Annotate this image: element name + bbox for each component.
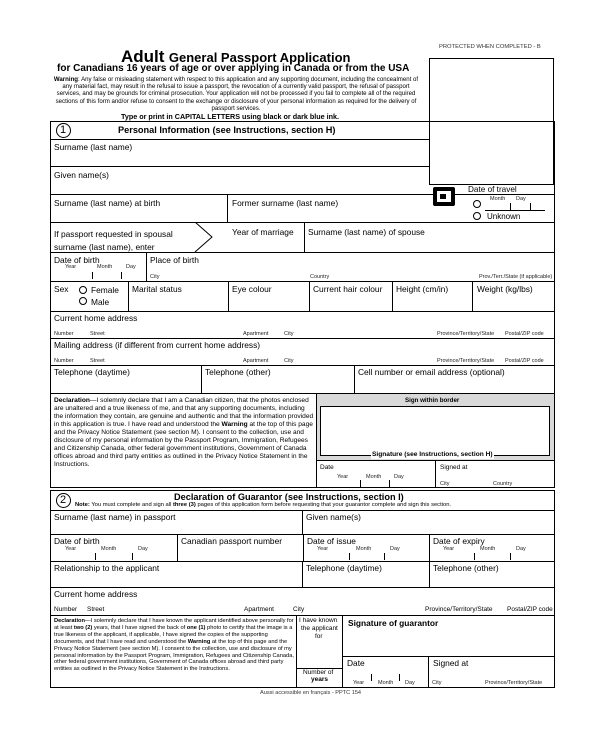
note-three: three (3): [172, 502, 196, 508]
telephone-day-label: Telephone (daytime): [54, 367, 130, 377]
section2-title: Declaration of Guarantor (see Instructions, section I): [174, 492, 404, 502]
guarantor-tel-other-label: Telephone (other): [433, 563, 499, 573]
dob-month-label: Month: [97, 264, 113, 270]
guarantor-surname-field[interactable]: [51, 511, 301, 533]
year-of-marriage-label: Year of marriage: [232, 227, 294, 237]
mail-province-label: Province/Territory/State: [437, 358, 495, 364]
height-unit: (cm/in): [422, 284, 449, 294]
addr-street-label: Street: [90, 331, 105, 337]
dob-field[interactable]: [51, 253, 145, 280]
date-of-issue-field[interactable]: [304, 535, 428, 560]
type-print-instruction: Type or print in CAPITAL LETTERS using black or dark blue ink.: [121, 112, 340, 121]
travel-unknown-radio[interactable]: [473, 212, 481, 220]
g-declaration-label: Declaration: [54, 618, 85, 624]
pob-prov-label: Prov./Terr./State (if applicable): [479, 274, 553, 280]
mail-number-label: Number: [54, 358, 74, 364]
sig-month-label: Month: [366, 474, 382, 480]
g-addr-province-label: Province/Territory/State: [425, 606, 493, 613]
g-addr-number-label: Number: [54, 606, 78, 613]
travel-day-label: Day: [516, 196, 526, 202]
telephone-day-field[interactable]: [51, 366, 200, 392]
g-sig-date-field[interactable]: [343, 657, 427, 687]
height-field[interactable]: [393, 282, 471, 310]
note-text: You must complete and sign all: [89, 502, 173, 508]
guarantor-signature-label: Signature of guarantor: [348, 618, 439, 628]
place-of-birth-label: Place of birth: [150, 255, 199, 265]
g-declaration-warning: Warning: [187, 638, 211, 645]
guarantor-given-label: Given name(s): [306, 512, 361, 522]
addr-province-label: Province/Territory/State: [437, 331, 495, 337]
guarantor-dob-year: Year: [65, 546, 77, 552]
g-signed-prov-label: Province/Territory/State: [485, 680, 543, 686]
guarantor-tel-day-label: Telephone (daytime): [306, 563, 382, 573]
years-known-field[interactable]: [297, 641, 341, 666]
sig-date-field[interactable]: [317, 461, 434, 487]
g-signed-at-label: Signed at: [433, 658, 469, 668]
warning-label: Warning: [53, 76, 79, 83]
sig-year-label: Year: [337, 474, 349, 480]
section1-number: 1: [60, 124, 67, 136]
height-text: Height: [396, 284, 421, 294]
guarantor-signature-field[interactable]: [343, 616, 554, 655]
protected-label: PROTECTED WHEN COMPLETED - B: [439, 44, 541, 50]
spouse-surname-label: Surname (last name) of spouse: [308, 227, 425, 237]
former-surname-field[interactable]: [228, 195, 428, 222]
travel-date-radio[interactable]: [473, 200, 481, 208]
hair-colour-label: Current hair colour: [313, 284, 383, 294]
cell-email-field[interactable]: [355, 366, 554, 392]
form-subtitle: for Canadians 16 years of age or over applying in Canada or from the USA: [57, 63, 410, 74]
pob-city-label: City: [150, 274, 160, 280]
spouse-surname-field[interactable]: [305, 223, 554, 251]
male-label: Male: [91, 297, 110, 307]
issue-year-label: Year: [317, 546, 329, 552]
g-signed-city-label: City: [432, 680, 442, 686]
addr-postal-label: Postal/ZIP code: [505, 331, 544, 337]
g-declaration-text4: at the top of this page and the Privacy Notice Statement (see section M). I consent to the collection, use and disclosure of my personal information by the Passport Program, Immigration, Refugees and Citizenship Canada, other federal government institutions, Government of Canada offices abroad and third party entities as outlined in the Privacy Notice Statement in the Instructions.: [54, 638, 294, 673]
guarantor-surname-label: Surname (last name) in passport: [54, 512, 176, 522]
date-of-expiry-field[interactable]: [430, 535, 554, 560]
mail-city-label: City: [284, 358, 294, 364]
mailing-address-label: Mailing address (if different from current home address): [54, 340, 261, 350]
declaration-paragraph: [54, 397, 314, 469]
issue-day-label: Day: [390, 546, 400, 552]
addr-apartment-label: Apartment: [243, 331, 269, 337]
telephone-other-label: Telephone (other): [205, 367, 271, 377]
date-of-travel-label: Date of travel: [468, 185, 517, 194]
warning-paragraph: [52, 76, 420, 112]
guarantor-tel-day-field[interactable]: [303, 562, 428, 586]
declaration-text: —I solemnly declare that I am a Canadian citizen, that the photos enclosed are unaltered and a true likeness of me, and that any supporting documents, including the information they contain, are genuine and authentic and that the information provided in this application is true. I have read and understood the: [54, 397, 314, 428]
known-line3: for: [315, 633, 323, 640]
g-sig-day-label: Day: [405, 680, 415, 686]
g-addr-postal-label: Postal/ZIP code: [507, 606, 553, 613]
guarantor-passport-label: Canadian passport number: [181, 536, 283, 546]
declaration-label: Declaration: [54, 397, 90, 404]
weight-text: Weight: [477, 284, 503, 294]
warning-text: : Any false or misleading statement with respect to this application and any supporting document, including the concealment of any material fact, may result in the refusal to issue a passport, the revocation of a currently valid passport, the refusal of passport services, and may be grounds for criminal prosecution. Your application will not be processed if you fail to complete all of the required sections of this form and/or refuse to consent to the exchange or disclosure of your personal information as required for the delivery of passport services.: [55, 76, 419, 112]
date-of-expiry-label: Date of expiry: [433, 536, 485, 546]
guarantor-dob-label: Date of birth: [54, 536, 100, 546]
spousal-line1: If passport requested in spousal: [54, 229, 173, 239]
known-line1: I have known: [299, 617, 338, 624]
hair-colour-field[interactable]: [310, 282, 391, 310]
signed-city-label: City: [440, 481, 450, 487]
year-of-marriage-field[interactable]: [228, 223, 303, 251]
eye-colour-field[interactable]: [229, 282, 308, 310]
cell-email-label: Cell number or email address (optional): [358, 367, 505, 377]
g-addr-street-label: Street: [87, 606, 105, 613]
surname-label: Surname (last name): [54, 142, 133, 152]
section1-title: Personal Information (see Instructions, section H): [118, 125, 336, 135]
travel-month-label: Month: [490, 196, 506, 202]
section2-number: 2: [60, 494, 67, 506]
guarantor-dob-field[interactable]: [51, 535, 176, 560]
addr-city-label: City: [284, 331, 294, 337]
applicant-signature-label: Signature (see Instructions, section H): [372, 451, 493, 458]
relationship-field[interactable]: [51, 562, 301, 586]
addr-number-label: Number: [54, 331, 74, 337]
g-declaration-two: two (2): [73, 624, 93, 631]
given-names-label: Given name(s): [54, 170, 109, 180]
expiry-year-label: Year: [443, 546, 455, 552]
spousal-arrow: [194, 222, 214, 252]
telephone-other-field[interactable]: [202, 366, 353, 392]
guarantor-address-label: Current home address: [54, 589, 138, 599]
female-label: Female: [91, 285, 119, 295]
signature-border-box[interactable]: [320, 406, 550, 456]
marital-status-label: Marital status: [132, 284, 182, 294]
note-text2: pages of this application form before requesting that your guarantor complete and sign this section.: [195, 502, 452, 508]
issue-month-label: Month: [356, 546, 372, 552]
guarantor-given-field[interactable]: [303, 511, 554, 533]
note-label: Note:: [75, 502, 90, 508]
surname-at-birth-field[interactable]: [51, 195, 226, 222]
weight-unit: (kg/lbs): [505, 284, 533, 294]
mail-postal-label: Postal/ZIP code: [505, 358, 544, 364]
g-declaration-text3: photo to certify that the image is a true likeness of the applicant, if applicable, I have signed the copies of the supporting documents, and that I have read and understood the: [54, 624, 293, 645]
form-title-rest: General Passport Application: [168, 50, 351, 65]
guarantor-dob-month: Month: [101, 546, 117, 552]
years-label: years: [311, 676, 328, 683]
home-address-label: Current home address: [54, 313, 138, 323]
g-declaration-text: —I solemnly declare that I have known the applicant identified above personally for at least: [54, 618, 294, 631]
date-of-issue-label: Date of issue: [307, 536, 356, 546]
travel-unknown-label: Unknown: [487, 212, 521, 221]
male-radio[interactable]: [79, 297, 87, 305]
g-sig-month-label: Month: [378, 680, 394, 686]
guarantor-declaration-paragraph: [54, 618, 295, 673]
g-sig-date-label: Date: [347, 658, 365, 668]
g-sig-year-label: Year: [353, 680, 365, 686]
sig-date-label: Date: [320, 464, 334, 471]
calendar-icon: [433, 187, 455, 206]
dob-label: Date of birth: [54, 255, 100, 265]
pob-country-label: Country: [310, 274, 330, 280]
dob-day-label: Day: [126, 264, 136, 270]
relationship-label: Relationship to the applicant: [54, 563, 160, 573]
marital-status-field[interactable]: [129, 282, 227, 310]
spousal-line2: surname (last name), enter: [54, 242, 155, 252]
guarantor-tel-other-field[interactable]: [430, 562, 554, 586]
former-surname-label: Former surname (last name): [232, 198, 339, 208]
guarantor-passport-field[interactable]: [178, 535, 302, 560]
number-of-label: Number of: [303, 669, 334, 676]
eye-colour-label: Eye colour: [232, 284, 272, 294]
given-names-field[interactable]: [51, 167, 429, 194]
sig-day-label: Day: [394, 474, 404, 480]
declaration-text2: at the top of this page and the Privacy Notice Statement (see section M). I consent to the collection, use and disclosure of my personal information by the Passport Program, Immigration, Refugees and Citizenship Canada, other federal government institutions, Government of Canada offices abroad and third party entities as outlined in the Privacy Notice Statement in the Instructions.: [54, 421, 313, 468]
expiry-day-label: Day: [516, 546, 526, 552]
declaration-warning: Warning: [221, 421, 248, 428]
g-addr-apartment-label: Apartment: [244, 606, 274, 613]
mail-street-label: Street: [90, 358, 105, 364]
guarantor-dob-day: Day: [138, 546, 148, 552]
g-declaration-text2: years, that I have signed the back of: [92, 624, 187, 631]
form-title-bold: Adult: [121, 47, 165, 66]
known-line2: the applicant: [301, 625, 338, 632]
sex-label: Sex: [54, 284, 69, 294]
expiry-month-label: Month: [480, 546, 496, 552]
dob-year-label: Year: [65, 264, 77, 270]
weight-field[interactable]: [473, 282, 554, 310]
surname-field[interactable]: [51, 140, 429, 166]
signed-country-label: Country: [493, 481, 513, 487]
g-addr-city-label: City: [293, 606, 305, 613]
surname-at-birth-label: Surname (last name) at birth: [54, 198, 161, 208]
female-radio[interactable]: [79, 286, 87, 294]
signed-at-label: Signed at: [440, 464, 468, 471]
mail-apartment-label: Apartment: [243, 358, 269, 364]
sign-within-border-label: Sign within border: [405, 397, 460, 404]
g-declaration-one: one (1): [186, 624, 206, 631]
footer-text: Aussi accessible en français - PPTC 154: [260, 690, 362, 696]
section2-note: [75, 503, 451, 509]
